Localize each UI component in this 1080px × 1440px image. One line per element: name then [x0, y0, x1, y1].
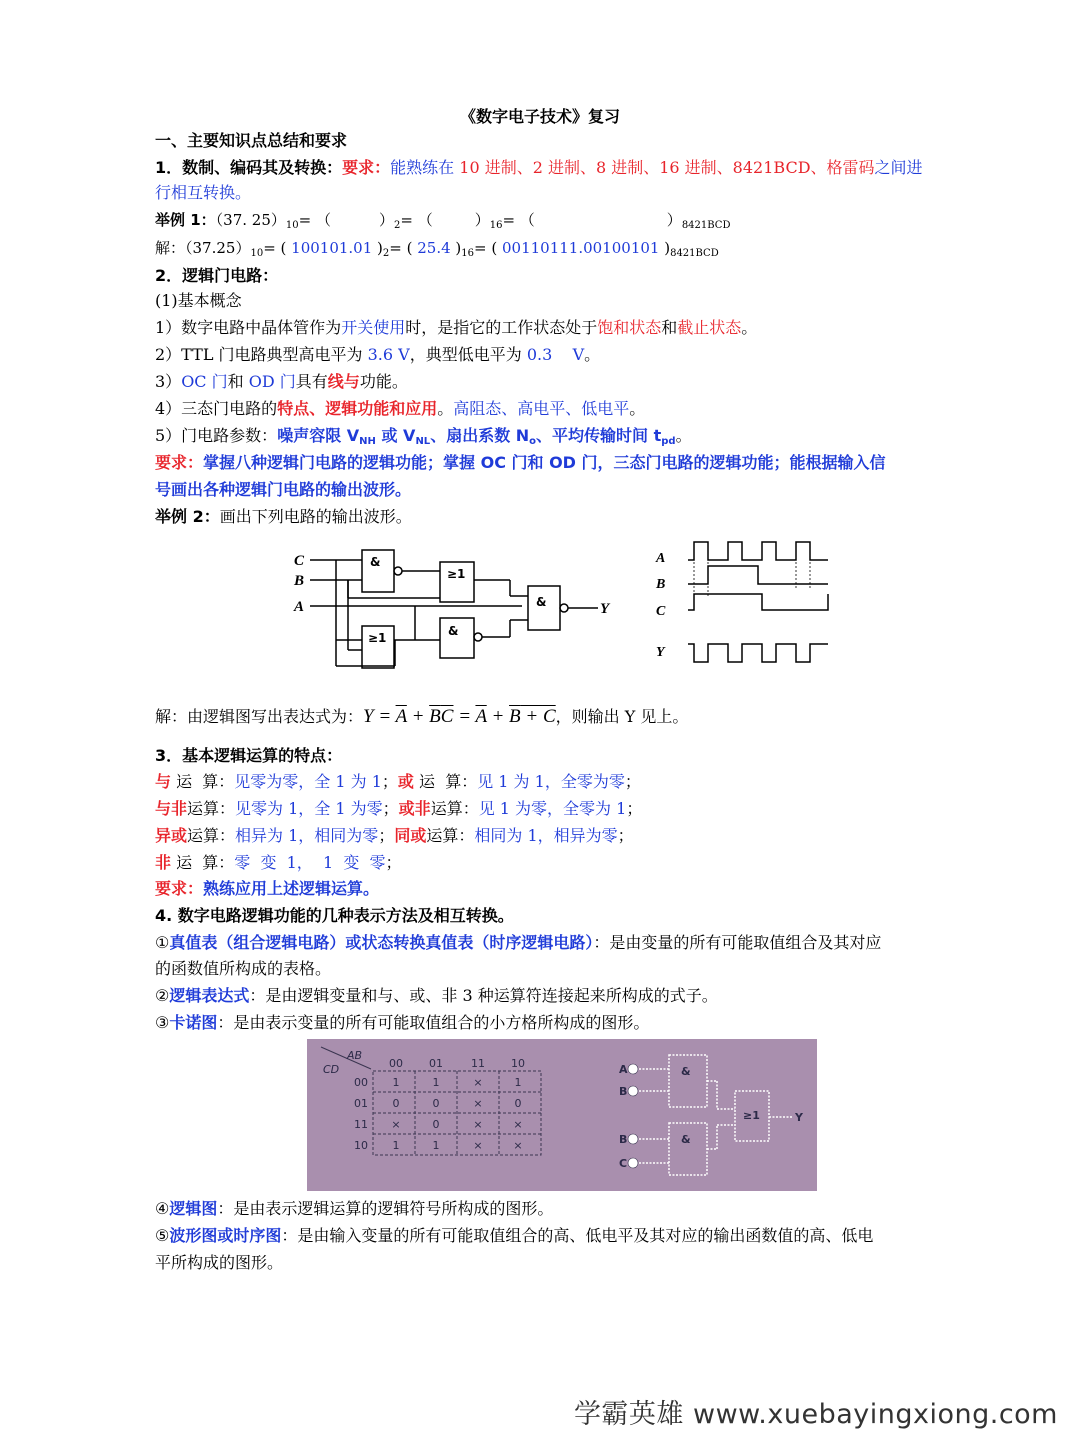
example-1-question: [155, 209, 730, 231]
gate5-and-symbol: &: [536, 595, 547, 609]
gate2-or-symbol: ≥1: [447, 567, 466, 581]
s1-item1-line2: 行相互转换。: [155, 183, 252, 202]
kmap-cell: ×: [473, 1076, 483, 1089]
s4-m4-term: 逻辑图: [169, 1199, 218, 1218]
kmap-cell: ×: [473, 1139, 483, 1152]
s3-heading: 3．基本逻辑运算的特点：: [155, 746, 343, 765]
s3-r1-e: 或: [397, 772, 414, 791]
circuit-input-a: A: [294, 599, 305, 615]
wave-label-y: Y: [656, 645, 665, 660]
example-1-solution: [155, 237, 719, 259]
s2-i5-params: [277, 426, 675, 445]
s3-r4-a: 非: [155, 853, 172, 872]
wave-label-c: C: [656, 604, 666, 619]
circuit-input-b: B: [294, 573, 305, 589]
s3-r2-e: 或非: [398, 799, 431, 818]
s4-method-4: [155, 1198, 553, 1220]
s2-i4-d: 高阻态、高电平、低电平: [453, 399, 630, 418]
s2-i5-b-sub: NH: [359, 436, 376, 447]
kmap-cell: 0: [432, 1097, 440, 1110]
s3-r2-d: ；: [382, 799, 399, 818]
s2-i2-c: ，典型低电平为: [409, 345, 527, 364]
waveform-diagram: [652, 538, 837, 668]
eq-b: B: [509, 706, 521, 727]
ex1-base-2: 2: [393, 220, 401, 231]
kmap-cell: 1: [432, 1076, 440, 1089]
s4-heading: 4. 数字电路逻辑功能的几种表示方法及相互转换。: [155, 906, 514, 925]
kmap-and-logic-figure: [307, 1039, 817, 1191]
s4-method-5-line1: [155, 1225, 873, 1247]
sol1-close3: ): [659, 239, 671, 257]
ex1-eq2: = （: [400, 211, 433, 229]
s1-item1-t1: 能熟练在: [390, 158, 455, 177]
s2-i5-d-sub: o: [529, 436, 537, 447]
eq-plus-3: +: [520, 706, 543, 727]
sol2-equation: [363, 706, 556, 727]
s2-i5-b: 噪声容限 V: [277, 426, 360, 445]
s4-method-3: [155, 1012, 649, 1034]
s2-i1-c: 时，是指它的工作状态处于: [405, 318, 598, 337]
ex1-base-bcd: 8421BCD: [681, 220, 731, 231]
wave-b: [688, 566, 828, 584]
s2-i2-d: 0.3: [526, 345, 553, 364]
wave-label-b: B: [656, 577, 666, 592]
s2-i4-a: 4）三态门电路的: [155, 399, 278, 418]
s2-i5-f: 。: [675, 426, 692, 445]
kmap-cell: 1: [514, 1076, 522, 1089]
sol1-eq1: = (: [263, 239, 292, 257]
kmap-cell: 0: [392, 1097, 400, 1110]
s4-m5-term: 波形图或时序图: [169, 1226, 282, 1245]
kmap-col-01: 01: [429, 1057, 443, 1070]
s2-i5-e: 、平均传输时间 t: [536, 426, 662, 445]
ex2-label: 举例 2：: [155, 507, 220, 526]
s2-basic-concepts: (1)基本概念: [155, 291, 242, 310]
s3-r1-b: 运 算：: [171, 772, 235, 791]
kmap-cell: 0: [432, 1118, 440, 1131]
s3-r3-f: 运算：: [426, 826, 475, 845]
s3-r3-g: 相同为 1，相异为零: [474, 826, 618, 845]
s3-r1-d: ；: [381, 772, 398, 791]
s3-r2-h: ；: [626, 799, 643, 818]
eq-y: Y: [363, 706, 374, 727]
sol1-hex: 25.4: [417, 239, 451, 257]
kmap-row-01: 01: [354, 1097, 368, 1110]
s3-r4-c: 零 变 1， 1 变 零: [234, 853, 386, 872]
ex1-label: 举例 1：: [155, 211, 216, 229]
s4-method-1-line2: 的函数值所构成的表格。: [155, 959, 332, 978]
eq-equal-2: =: [453, 706, 476, 727]
s4-m5-num: ⑤: [155, 1226, 170, 1245]
s2-i5-d: 、扇出系数 N: [430, 426, 530, 445]
watermark: 学霸英雄 www.xuebayingxiong.com: [573, 1399, 1058, 1430]
s3-r3-b: 运算：: [187, 826, 236, 845]
s3-r1-h: ；: [624, 772, 641, 791]
example-2: [155, 506, 412, 528]
s4-m5-desc: ：是由输入变量的所有可能取值组合的高、低电平及其对应的输出函数值的高、低电: [281, 1226, 874, 1245]
s2-requirement-line2: 号画出各种逻辑门电路的输出波形。: [155, 480, 412, 499]
s2-i5-c: 或 V: [375, 426, 416, 445]
eq-a-bar-2: $\overline{A}$: [475, 706, 487, 727]
s2-i4-b: 特点、逻辑功能和应用: [277, 399, 438, 418]
s2-req-label: 要求：: [155, 453, 204, 472]
s2-i1-g: 。: [741, 318, 758, 337]
ex1-eq3: = （: [502, 211, 535, 229]
sol1-binary: 100101.01: [291, 239, 373, 257]
kmap-row-11: 11: [354, 1118, 368, 1131]
sol1-close2: ): [450, 239, 462, 257]
s4-m2-term: 逻辑表达式: [169, 986, 250, 1005]
eq-c: C: [542, 706, 556, 727]
sol1-eq2: = (: [389, 239, 418, 257]
s3-r1-c: 见零为零，全 1 为 1: [234, 772, 382, 791]
gate4-and-symbol: &: [448, 624, 459, 638]
s4-m3-term: 卡诺图: [169, 1013, 218, 1032]
s1-item1-t2: 10 进制、2 进制、8 进制、16 进制、8421BCD、格雷码: [454, 158, 875, 177]
s3-r2-a: 与非: [155, 799, 188, 818]
s2-req-text1: 掌握八种逻辑门电路的逻辑功能；掌握 OC 门和 OD 门，三态门电路的逻辑功能；能根据输入信: [203, 453, 886, 472]
ex1-base-16: 16: [489, 220, 503, 231]
s2-i2-f: 。: [584, 345, 601, 364]
s2-i3-a: 3）: [155, 372, 182, 391]
s3-r2-b: 运算：: [187, 799, 236, 818]
s2-item-3: [155, 371, 408, 393]
s2-i1-e: 和: [661, 318, 678, 337]
s3-row-2: [155, 798, 642, 820]
kmap-cell: ×: [391, 1118, 401, 1131]
s2-i2-e: V: [552, 345, 585, 364]
s4-m3-num: ③: [155, 1013, 170, 1032]
eq-c-bar: $\overline{C}$: [440, 706, 454, 727]
s2-heading: 2．逻辑门电路：: [155, 266, 279, 285]
s3-row-3: [155, 825, 634, 847]
eq-b-plus-c-bar: [509, 706, 556, 727]
s3-r1-a: 与: [155, 772, 172, 791]
kmap-corner-cd: CD: [323, 1063, 340, 1076]
kmap-row-10: 10: [354, 1139, 368, 1152]
example-2-solution: [155, 706, 688, 728]
eq-plus-1: +: [406, 706, 430, 727]
ex1-eq1: = （: [298, 211, 331, 229]
kmap-cell: ×: [513, 1118, 523, 1131]
kmap-corner-ab: AB: [347, 1049, 363, 1062]
s1-item1-t3: 之间进: [874, 158, 923, 177]
s4-m1-num: ①: [155, 933, 170, 952]
s3-r1-g: 见 1 为 1，全零为零: [477, 772, 625, 791]
s4-method-1-line1: [155, 932, 881, 954]
ex1-close1: ）: [378, 211, 394, 229]
s2-i3-g: 功能。: [359, 372, 408, 391]
circuit-input-c: C: [294, 553, 305, 569]
eq-b-bar: $\overline{B}$: [429, 706, 441, 727]
sol1-bcd: 00110111.00100101: [501, 239, 660, 257]
kmap-cell: ×: [473, 1097, 483, 1110]
s2-i1-d: 饱和状态: [597, 318, 662, 337]
sol2-text-b: ，则输出 Y 见上。: [555, 707, 689, 726]
sol1-eq3: = (: [474, 239, 502, 257]
eq-plus-2: +: [486, 706, 510, 727]
s3-requirement: [155, 878, 379, 900]
s2-i1-f: 截止状态: [677, 318, 742, 337]
s2-i2-b: 3.6 V: [367, 345, 410, 364]
s2-i5-a: 5）门电路参数：: [155, 426, 278, 445]
s2-i5-c-sub: NL: [415, 436, 431, 447]
s3-r3-c: 相异为 1，相同为零: [235, 826, 379, 845]
kmap-col-00: 00: [389, 1057, 403, 1070]
wave-c: [688, 594, 828, 610]
s3-r4-d: ；: [385, 853, 402, 872]
s2-i3-b: OC 门: [181, 372, 228, 391]
s4-method-5-line2: 平所构成的图形。: [155, 1253, 284, 1272]
s1-item1-req: 要求：: [342, 158, 391, 177]
s2-i3-d: OD 门: [248, 372, 296, 391]
s2-i3-f: 线与: [327, 372, 360, 391]
logic-label-c: C: [619, 1157, 628, 1170]
kmap-cell: 1: [392, 1076, 400, 1089]
kmap-figure-background: [307, 1039, 817, 1191]
s3-req-text: 熟练应用上述逻辑运算。: [203, 879, 380, 898]
kmap-cell: 0: [514, 1097, 522, 1110]
s4-m1-term: 真值表（组合逻辑电路）或状态转换真值表（时序逻辑电路）: [169, 933, 594, 952]
kmap-col-11: 11: [471, 1057, 485, 1070]
sol1-b16: 16: [461, 248, 475, 259]
gate1-and-symbol: &: [370, 555, 381, 569]
s4-m4-desc: ：是由表示逻辑运算的逻辑符号所构成的图形。: [217, 1199, 554, 1218]
logic-label-b2: B: [619, 1133, 628, 1146]
kmap-row-00: 00: [354, 1076, 368, 1089]
logic-label-y: Y: [795, 1111, 803, 1124]
s3-row-1: [155, 771, 641, 793]
s2-i4-c: 。: [437, 399, 454, 418]
logic-circuit-diagram: [290, 540, 620, 675]
sol1-bbcd: 8421BCD: [670, 248, 719, 259]
s3-r2-c: 见零为 1，全 1 为零: [235, 799, 383, 818]
s4-m4-num: ④: [155, 1199, 170, 1218]
s3-r4-b: 运 算：: [171, 853, 235, 872]
s2-i2-a: 2）TTL 门电路典型高电平为: [155, 345, 368, 364]
wave-y: [688, 644, 828, 662]
s4-method-2: [155, 985, 718, 1007]
s2-i4-e: 。: [629, 399, 646, 418]
s2-item-5: [155, 425, 692, 447]
s2-item-2: [155, 344, 600, 366]
sol1-close1: ): [372, 239, 383, 257]
kmap-cell: ×: [513, 1139, 523, 1152]
s2-i5-e-sub: pd: [661, 436, 676, 447]
s3-r3-h: ；: [617, 826, 634, 845]
gate3-or-symbol: ≥1: [368, 631, 387, 645]
s3-r2-g: 见 1 为零，全零为 1: [478, 799, 627, 818]
kmap-cell: 1: [392, 1139, 400, 1152]
eq-equal-1: =: [373, 706, 396, 727]
s3-r3-a: 异或: [155, 826, 188, 845]
s3-row-4: [155, 852, 402, 874]
ex1-q-head: （37. 25）: [215, 211, 286, 229]
sol1-b2: 2: [382, 248, 390, 259]
s2-i3-e: 具有: [295, 372, 328, 391]
logic-label-b: B: [619, 1085, 628, 1098]
s3-r3-d: ；: [378, 826, 395, 845]
ex2-text: 画出下列电路的输出波形。: [219, 507, 412, 526]
s4-m3-desc: ：是由表示变量的所有可能取值组合的小方格所构成的图形。: [217, 1013, 650, 1032]
kmap-cell: 1: [432, 1139, 440, 1152]
circuit-output-y: Y: [600, 601, 610, 617]
logic-label-a: A: [619, 1063, 628, 1076]
wave-a: [688, 542, 828, 560]
s2-item-1: [155, 317, 757, 339]
s1-item1-line1: [155, 157, 923, 179]
logic-gate-and-2: &: [681, 1133, 691, 1146]
s4-m1-desc: ：是由变量的所有可能取值组合及其对应: [593, 933, 882, 952]
ex1-base-10: 10: [285, 220, 299, 231]
s3-r1-f: 运 算：: [413, 772, 478, 791]
ex1-close3: ）: [666, 211, 682, 229]
doc-title: 《数字电子技术》复习: [459, 107, 620, 126]
sol1-b10: 10: [250, 248, 264, 259]
logic-gate-and-1: &: [681, 1065, 691, 1078]
sol2-text-a: 解：由逻辑图写出表达式为：: [155, 707, 364, 726]
s3-r2-f: 运算：: [430, 799, 479, 818]
wave-label-a: A: [656, 551, 666, 566]
section-1-heading: 一、主要知识点总结和要求: [155, 131, 348, 150]
s4-m2-num: ②: [155, 986, 170, 1005]
s3-r3-e: 同或: [394, 826, 427, 845]
s4-m2-desc: ：是由逻辑变量和与、或、非 3 种运算符连接起来所构成的式子。: [249, 986, 718, 1005]
logic-gate-or: ≥1: [743, 1109, 760, 1122]
s2-item-4: [155, 398, 645, 420]
eq-a-bar: $\overline{A}$: [395, 706, 407, 727]
ex1-close2: ）: [474, 211, 490, 229]
kmap-col-10: 10: [511, 1057, 525, 1070]
s1-item1-label: 1．数制、编码其及转换：: [155, 158, 343, 177]
s2-i1-b: 开关使用: [341, 318, 406, 337]
s2-requirement-line1: [155, 452, 886, 474]
s2-i1-a: 1）数字电路中晶体管作为: [155, 318, 342, 337]
s2-i3-c: 和: [227, 372, 249, 391]
kmap-cell: ×: [473, 1118, 483, 1131]
sol1-head: 解：（37.25）: [155, 239, 251, 257]
s3-req-label: 要求：: [155, 879, 204, 898]
